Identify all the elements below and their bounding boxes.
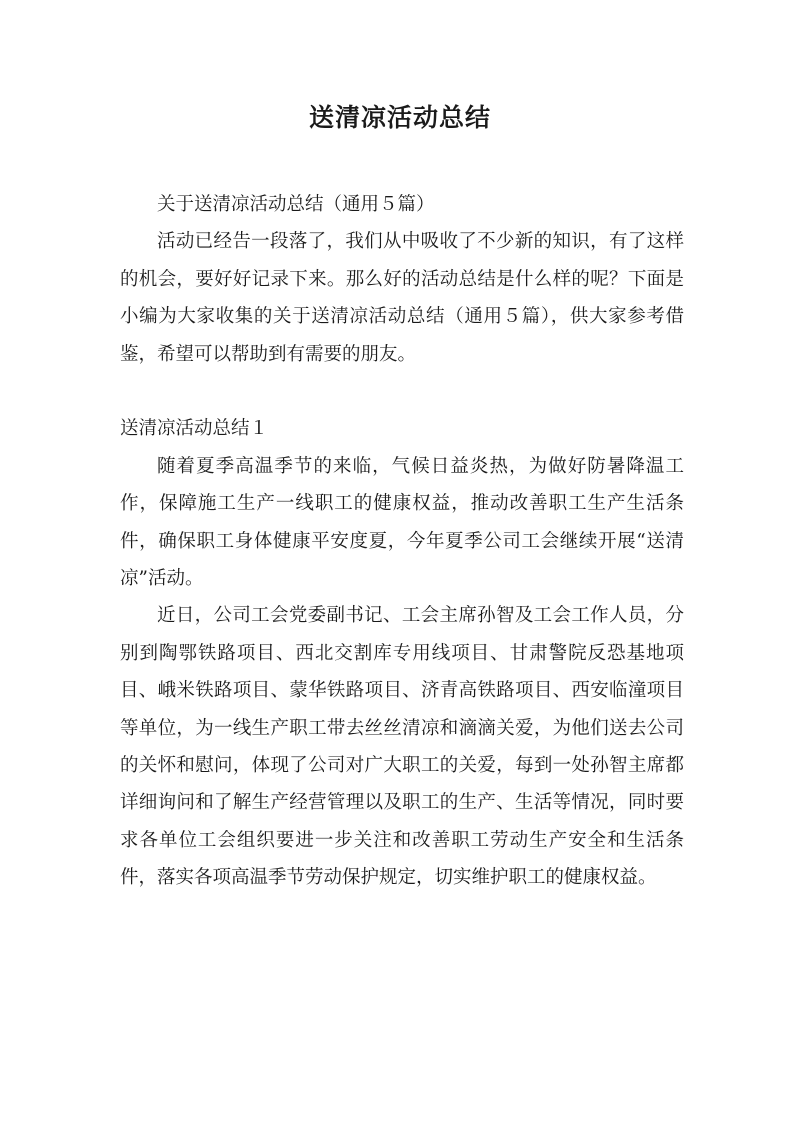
document-subtitle: 关于送清凉活动总结（通用５篇）: [157, 194, 435, 215]
body-paragraph: 近日，公司工会党委副书记、工会主席孙智及工会工作人员，分别到陶鄂铁路项目、西北交割库专用线项目、甘肃警院反恐基地项目、峨米铁路项目、蒙华铁路项目、济青高铁路项目、西安临潼项目等单位，为一线生产职工带去丝丝清凉和滴滴关爱，为他们送去公司的关怀和慰问，体现了公司对广大职工的关爱，每到一处孙智主席都详细询问和了解生产经营管理以及职工的生产、生活等情况，同时要求各单位工会组织要进一步关注和改善职工劳动生产安全和生活条件，落实各项高温季节劳动保护规定，切实维护职工的健康权益。: [120, 605, 684, 889]
document-body: [120, 186, 684, 897]
paragraph-spacer: [120, 373, 684, 410]
section-heading: 送清凉活动总结１: [120, 418, 269, 440]
document-title: 送清凉活动总结: [308, 103, 491, 132]
body-paragraph: 随着夏季高温季节的来临，气候日益炎热，为做好防暑降温工作，保障施工生产一线职工的健康权益，推动改善职工生产生活条件，确保职工身体健康平安度夏，今年夏季公司工会继续开展“送清凉”活动。: [120, 455, 684, 590]
intro-paragraph: 活动已经告一段落了，我们从中吸收了不少新的知识，有了这样的机会，要好好记录下来。那么好的活动总结是什么样的呢？下面是小编为大家收集的关于送清凉活动总结（通用５篇），供大家参考借鉴，希望可以帮助到有需要的朋友。: [120, 231, 684, 365]
